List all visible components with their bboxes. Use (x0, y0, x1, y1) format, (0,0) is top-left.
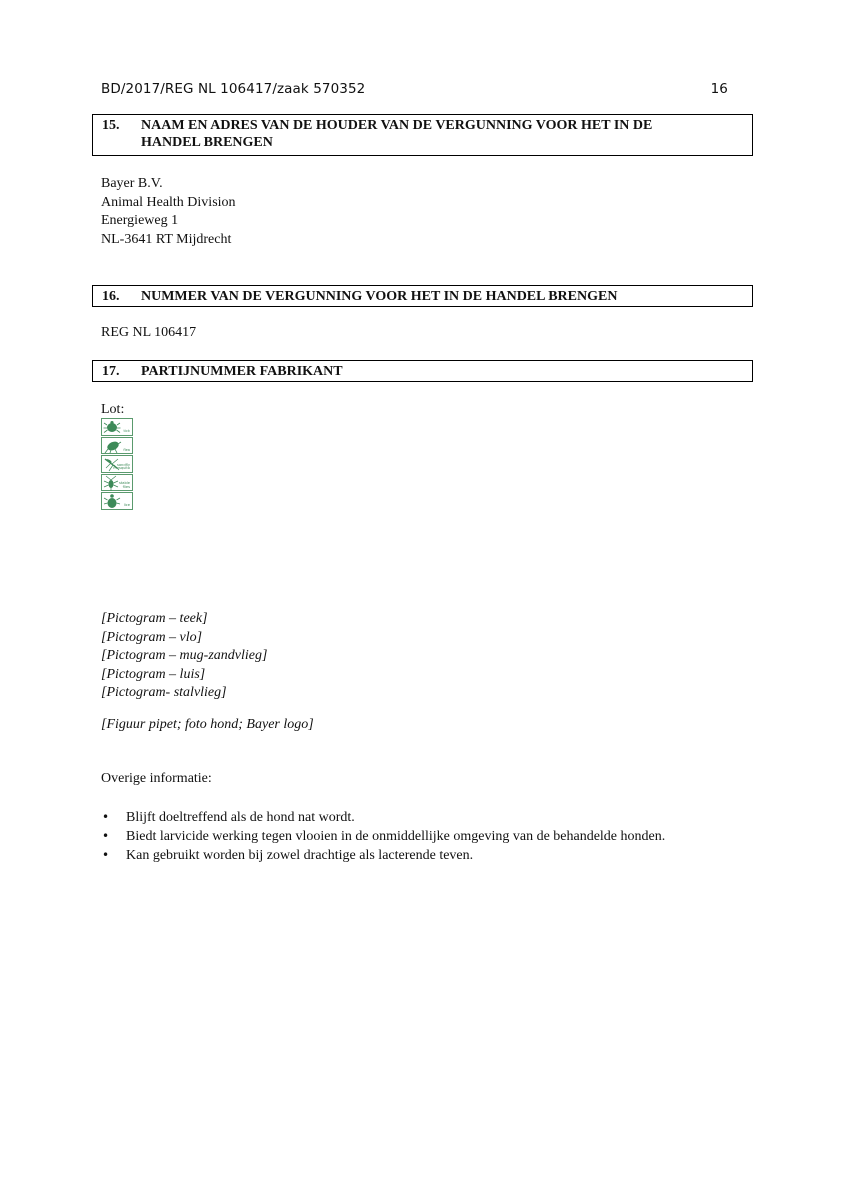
section-title-line1: NAAM EN ADRES VAN DE HOUDER VAN DE VERGUNNING VOOR HET IN DE (141, 118, 653, 133)
section-number: 15. (102, 118, 120, 133)
section-title-line2: HANDEL BRENGEN (141, 135, 273, 150)
other-info-heading: Overige informatie: (101, 771, 212, 786)
document-reference: BD/2017/REG NL 106417/zaak 570352 (101, 81, 366, 97)
caption-flea: [Pictogram – vlo] (101, 629, 203, 645)
caption-mosquito-sandfly: [Pictogram – mug-zandvlieg] (101, 648, 268, 663)
section-title: PARTIJNUMMER FABRIKANT (141, 364, 343, 379)
division-name: Animal Health Division (101, 194, 236, 210)
caption-tick: [Pictogram – teek] (101, 611, 208, 626)
pictogram-flea (101, 437, 133, 455)
street-address: Energieweg 1 (101, 213, 179, 228)
page-number: 16 (710, 81, 728, 97)
pictogram-stack (101, 418, 135, 511)
section-17-heading (92, 360, 753, 382)
section-16-heading (92, 285, 753, 307)
caption-louse: [Pictogram – luis] (101, 666, 206, 682)
section-title: NUMMER VAN DE VERGUNNING VOOR HET IN DE HANDEL BRENGEN (141, 289, 618, 304)
pictogram-stable-fly (101, 474, 133, 492)
section-number: 16. (102, 289, 120, 304)
caption-stable-fly: [Pictogram- stalvlieg] (101, 685, 227, 700)
pictogram-tick (101, 418, 133, 436)
pictogram-label: flea (123, 447, 130, 452)
pictogram-label: sandfly mosquito (113, 462, 130, 471)
holder-address (101, 175, 236, 249)
postal-city: NL-3641 RT Mijdrecht (101, 231, 232, 247)
section-15-heading (92, 114, 753, 156)
pictogram-captions (101, 610, 267, 703)
pictogram-label: lice (123, 503, 130, 508)
bullet-icon: • (102, 848, 110, 862)
bullet-icon: • (102, 810, 110, 824)
list-item: • Blijft doeltreffend als de hond nat wordt. (102, 810, 355, 825)
company-name: Bayer B.V. (101, 176, 163, 191)
bullet-icon: • (102, 829, 110, 843)
pictogram-louse (101, 492, 133, 510)
figure-caption: [Figuur pipet; foto hond; Bayer logo] (101, 717, 314, 732)
section-number: 17. (102, 364, 120, 379)
other-info-list (101, 808, 665, 865)
list-item: • Biedt larvicide werking tegen vlooien in de onmiddellijke omgeving van de behandelde honden. (102, 829, 666, 844)
lot-label: Lot: (101, 402, 125, 417)
pictogram-label: tick (123, 429, 130, 433)
list-item: • Kan gebruikt worden bij zowel drachtige als lacterende teven. (102, 848, 474, 863)
pictogram-label: stable flies (119, 481, 130, 489)
pictogram-mosquito (101, 455, 133, 473)
registration-number: REG NL 106417 (101, 325, 197, 340)
